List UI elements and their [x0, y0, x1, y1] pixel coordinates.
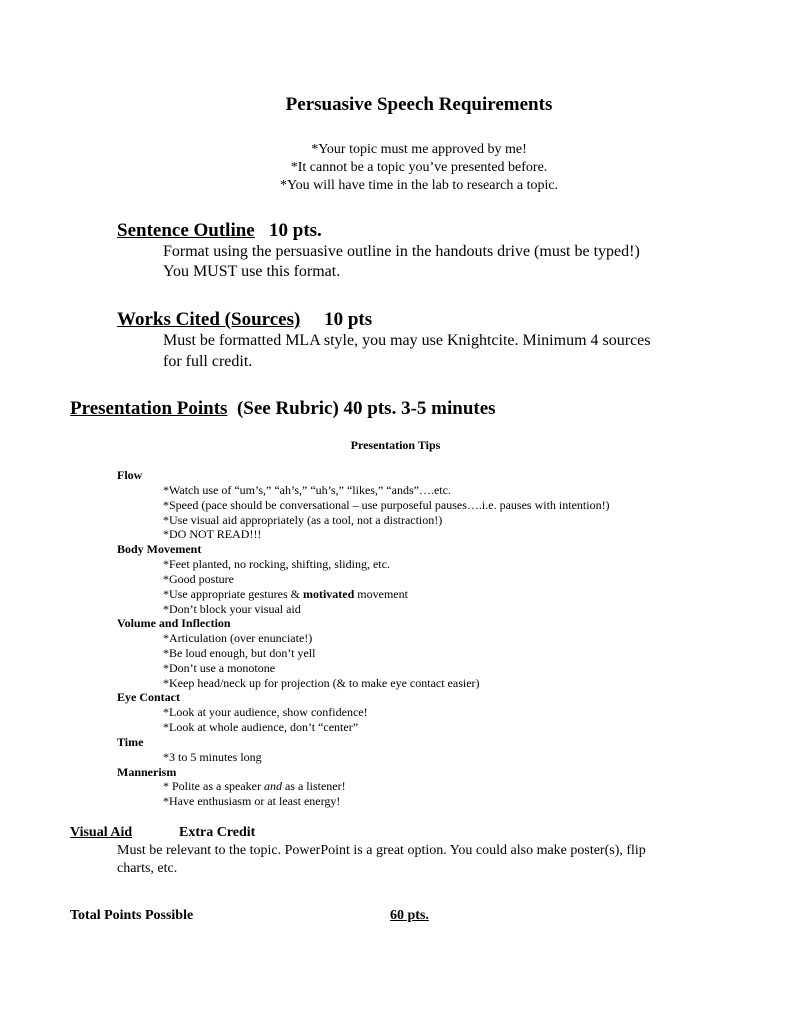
- visual-aid-heading: Visual Aid: [70, 825, 133, 840]
- tips-category-flow: Flow: [117, 468, 143, 482]
- tip-item: *3 to 5 minutes long: [163, 750, 262, 764]
- visual-aid-extra-credit: Extra Credit: [179, 825, 256, 840]
- visual-aid-line-1: Must be relevant to the topic. PowerPoint is a great option. You could also make poster(s), flip: [117, 843, 646, 858]
- total-points-label: Total Points Possible: [70, 908, 194, 923]
- tip-item: *Articulation (over enunciate!): [163, 631, 313, 645]
- tip-item: *DO NOT READ!!!: [163, 527, 262, 541]
- page-title: Persuasive Speech Requirements: [285, 94, 553, 115]
- note-approval: *Your topic must me approved by me!: [311, 142, 527, 157]
- polite-text: * Polite as a speaker: [163, 779, 261, 793]
- tip-item: *Be loud enough, but don’t yell: [163, 646, 316, 660]
- tip-item: *Use visual aid appropriately (as a tool, not a distraction!): [163, 513, 443, 527]
- gesture-emphasis: motivated: [302, 587, 355, 601]
- polite-emphasis: and: [263, 779, 282, 793]
- works-cited-points: 10 pts: [324, 309, 373, 330]
- works-cited-line-1: Must be formatted MLA style, you may use Knightcite. Minimum 4 sources: [163, 332, 651, 349]
- tip-item: *Watch use of “um’s,” “ah’s,” “uh’s,” “likes,” “ands”….etc.: [163, 483, 451, 497]
- tips-category-eye-contact: Eye Contact: [117, 690, 180, 704]
- outline-line-1: Format using the persuasive outline in the handouts drive (must be typed!): [163, 243, 640, 260]
- tip-item: *Good posture: [163, 572, 234, 586]
- note-not-presented: *It cannot be a topic you’ve presented before.: [290, 160, 548, 175]
- presentation-heading: Presentation Points: [70, 398, 228, 419]
- gesture-text: *Use appropriate gestures &: [163, 587, 300, 601]
- outline-line-2: You MUST use this format.: [163, 263, 341, 280]
- outline-heading: Sentence Outline: [117, 220, 255, 241]
- tips-category-time: Time: [117, 735, 144, 749]
- works-cited-heading: Works Cited (Sources): [117, 309, 301, 330]
- gesture-text-end: movement: [357, 587, 408, 601]
- tip-item: *Don’t use a monotone: [163, 661, 276, 675]
- tip-item: *Look at whole audience, don’t “center”: [163, 720, 359, 734]
- tip-item: *Feet planted, no rocking, shifting, sliding, etc.: [163, 557, 390, 571]
- tip-item: *Keep head/neck up for projection (& to make eye contact easier): [163, 676, 480, 690]
- tip-item-gestures: [163, 587, 408, 602]
- outline-section-heading: [117, 220, 322, 242]
- tip-item: *Speed (pace should be conversational – use purposeful pauses….i.e. pauses with intention!): [163, 498, 610, 512]
- tip-item: *Don’t block your visual aid: [163, 602, 301, 616]
- tips-category-body-movement: Body Movement: [117, 542, 202, 556]
- outline-points: 10 pts.: [269, 220, 322, 241]
- presentation-section-heading: [70, 398, 496, 420]
- works-cited-line-2: for full credit.: [163, 353, 253, 370]
- tip-item: *Have enthusiasm or at least energy!: [163, 794, 341, 808]
- tips-title: Presentation Tips: [350, 438, 441, 452]
- tips-category-volume: Volume and Inflection: [117, 616, 231, 630]
- visual-aid-line-2: charts, etc.: [117, 861, 178, 876]
- presentation-details: (See Rubric) 40 pts. 3-5 minutes: [236, 398, 496, 419]
- works-cited-section-heading: [117, 309, 372, 331]
- polite-text-end: as a listener!: [284, 779, 346, 793]
- note-lab-time: *You will have time in the lab to research a topic.: [279, 178, 559, 193]
- tip-item: *Look at your audience, show confidence!: [163, 705, 368, 719]
- tips-category-mannerism: Mannerism: [117, 765, 177, 779]
- tip-item-polite: [163, 779, 346, 794]
- total-points-value: 60 pts.: [390, 908, 429, 923]
